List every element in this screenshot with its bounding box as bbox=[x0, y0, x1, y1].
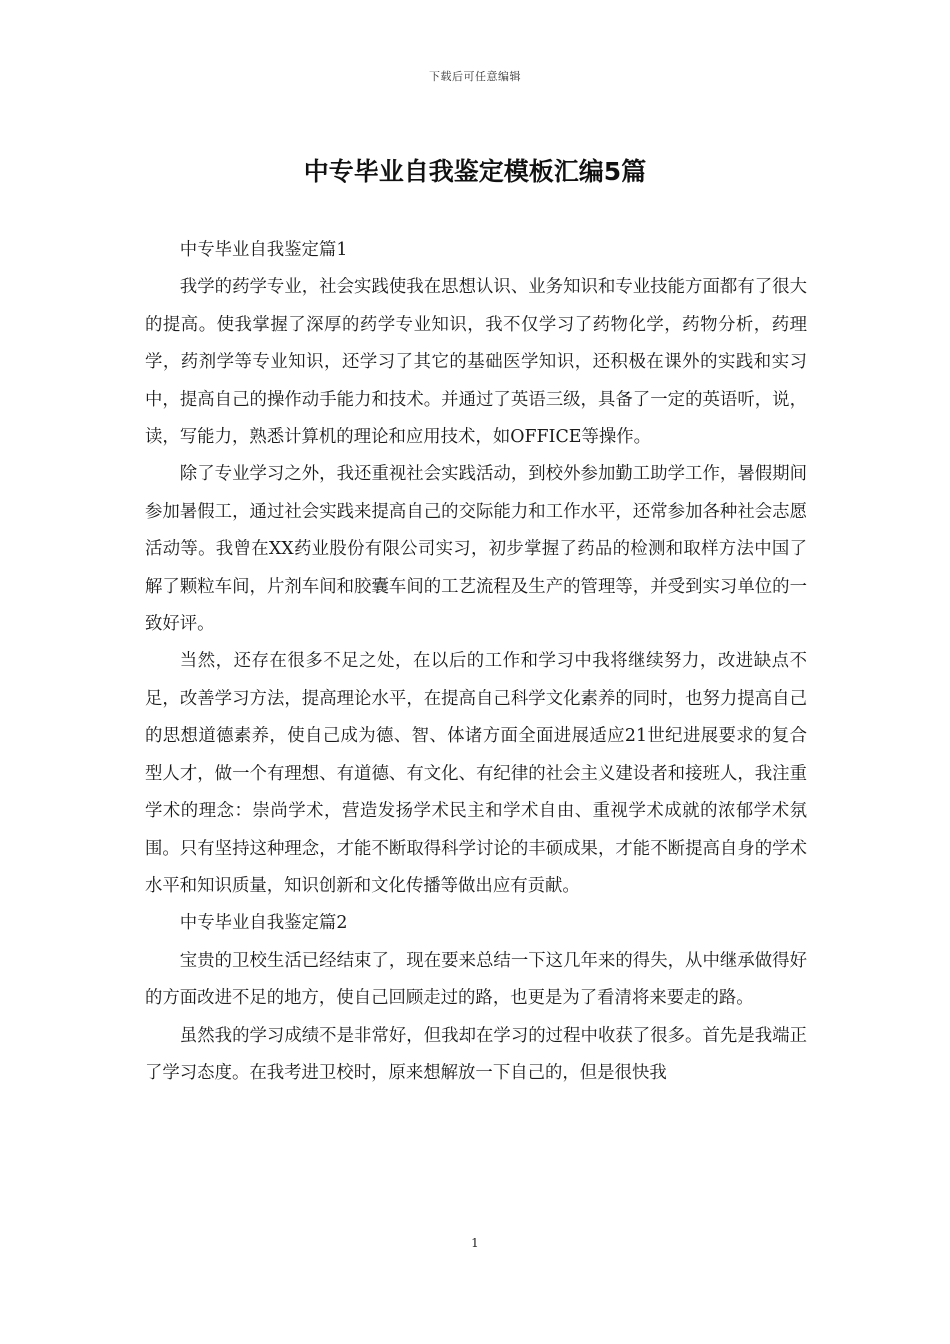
paragraph: 宝贵的卫校生活已经结束了，现在要来总结一下这几年来的得失，从中继承做得好的方面改进不足的地方，使自己回顾走过的路，也更是为了看清将来要走的路。 bbox=[145, 950, 807, 1009]
section-heading-1: 中专毕业自我鉴定篇1 bbox=[179, 240, 348, 260]
paragraph: 虽然我的学习成绩不是非常好，但我却在学习的过程中收获了很多。首先是我端正了学习态度。在我考进卫校时，原来想解放一下自己的，但是很快我 bbox=[145, 1025, 807, 1083]
document-body bbox=[145, 232, 807, 1092]
paragraph: 我学的药学专业，社会实践使我在思想认识、业务知识和专业技能方面都有了很大的提高。使我掌握了深厚的药学专业知识，我不仅学习了药物化学，药物分析，药理学，药剂学等专业知识，还学习了其它的基础医学知识，还积极在课外的实践和实习中，提高自己的操作动手能力和技术。并通过了英语三级，具备了一定的英语听，说，读，写能力，熟悉计算机的理论和应用技术，如OFFICE等操作。 bbox=[145, 277, 807, 448]
paragraph: 当然，还存在很多不足之处，在以后的工作和学习中我将继续努力，改进缺点不足，改善学习方法，提高理论水平，在提高自己科学文化素养的同时，也努力提高自己的思想道德素养，使自己成为德、智、体诸方面全面进展适应21世纪进展要求的复合型人才，做一个有理想、有道德、有文化、有纪律的社会主义建设者和接班人，我注重学术的理念：崇尚学术，营造发扬学术民主和学术自由、重视学术成就的浓郁学术氛围。只有坚持这种理念，才能不断取得科学讨论的丰硕成果，才能不断提高自身的学术水平和知识质量，知识创新和文化传播等做出应有贡献。 bbox=[145, 651, 807, 896]
section-heading-2: 中专毕业自我鉴定篇2 bbox=[179, 913, 348, 934]
header-note: 下载后可任意编辑 bbox=[429, 70, 521, 83]
document-title: 中专毕业自我鉴定模板汇编5篇 bbox=[303, 157, 647, 186]
paragraph: 除了专业学习之外，我还重视社会实践活动，到校外参加勤工助学工作，暑假期间参加暑假工，通过社会实践来提高自己的交际能力和工作水平，还常参加各种社会志愿活动等。我曾在XX药业股份有限公司实习，初步掌握了药品的检测和取样方法中国了解了颗粒车间，片剂车间和胶囊车间的工艺流程及生产的管理等，并受到实习单位的一致好评。 bbox=[145, 464, 807, 635]
page-number: 1 bbox=[471, 1236, 479, 1250]
